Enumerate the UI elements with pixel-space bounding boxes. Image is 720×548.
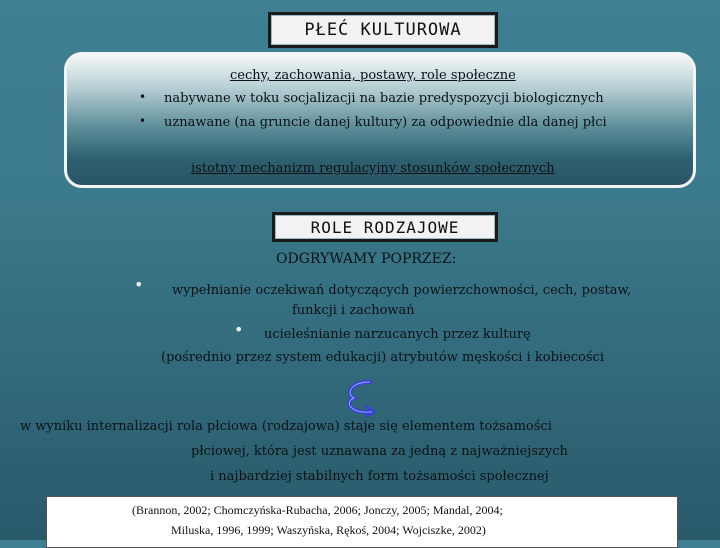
item2-line1: ucieleśnianie narzucanych przez kulturę [264, 327, 531, 342]
title-role-rodzajowe: ROLE RODZAJOWE [272, 212, 498, 242]
item2-line2: (pośrednio przez system edukacji) atrybutów męskości i kobiecości [161, 350, 604, 365]
citation-line2: Miluska, 1996, 1999; Waszyńska, Rękoś, 2004; Wojciszke, 2002) [171, 523, 486, 537]
panel-bullet-2: uznawane (na gruncie danej kultury) za odpowiednie dla danej płci [164, 115, 607, 130]
item1-line2: funkcji i zachowań [292, 303, 415, 318]
subtitle-odgrywamy: ODGRYWAMY POPRZEZ: [276, 251, 457, 267]
panel-line1: cechy, zachowania, postawy, role społeczne [230, 68, 516, 83]
bullet-icon: • [139, 114, 147, 128]
title-pl-kulturowa: PŁEĆ KULTUROWA [268, 12, 498, 48]
result-line2: płciowej, która jest uznawana za jedną z najważniejszych [191, 444, 568, 459]
panel-bottom-line: istotny mechanizm regulacyjny stosunków społecznych [191, 161, 555, 176]
item1-line1: wypełnianie oczekiwań dotyczących powierzchowności, cech, postaw, [172, 283, 632, 298]
citation-line1: (Brannon, 2002; Chomczyńska-Rubacha, 2006; Jonczy, 2005; Mandal, 2004; [132, 503, 503, 517]
result-line1: w wyniku internalizacji rola płciowa (rodzajowa) staje się elementem tożsamości [20, 419, 552, 434]
bullet-icon: • [134, 275, 144, 294]
panel-bullet-1: nabywane w toku socjalizacji na bazie predyspozycji biologicznych [164, 91, 604, 106]
bullet-icon: • [139, 90, 147, 104]
bullet-icon: • [234, 320, 244, 339]
result-line3: i najbardziej stabilnych form tożsamości społecznej [210, 469, 549, 484]
curved-arrow-icon [340, 378, 382, 418]
